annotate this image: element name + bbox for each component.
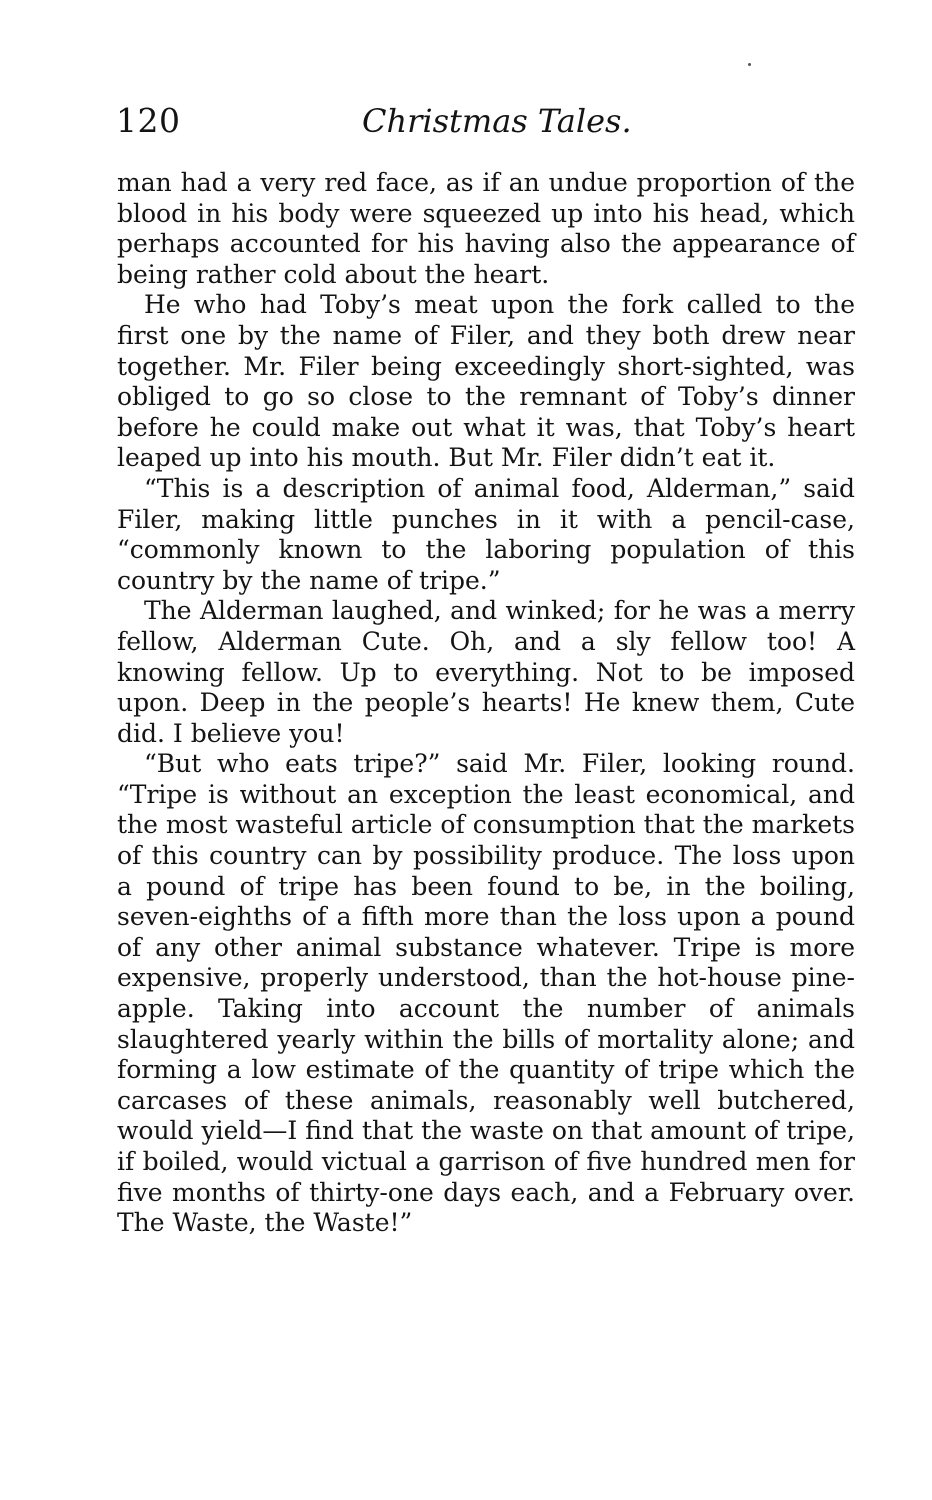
- paragraph: The Alderman laughed, and winked; for he was a merry fellow, Alderman Cute. Oh, and a sly fellow too! A knowing fellow. Up to everything. Not to be imposed upon. Deep in the people’s hearts! He knew them, Cute did. I believe you!: [117, 596, 855, 748]
- running-title: Christmas Tales.: [362, 102, 632, 140]
- paragraph: “This is a description of animal food, Alderman,” said Filer, making little punches in it with a pencil-case, “commonly known to the laboring population of this country by the name of tripe.”: [117, 473, 855, 595]
- page-header: [116, 96, 856, 146]
- paragraph: He who had Toby’s meat upon the fork called to the first one by the name of Filer, and they both drew near together. Mr. Filer being exceedingly short-sighted, was obliged to go so close to the remnant of Toby’s dinner before he could make out what it was, that Toby’s heart leaped up into his mouth. But Mr. Filer didn’t eat it.: [117, 290, 855, 473]
- ink-speck: [748, 63, 751, 66]
- paragraph: man had a very red face, as if an undue proportion of the blood in his body were squeezed up into his head, which perhaps accounted for his having also the appearance of being rather cold about the heart.: [117, 168, 855, 289]
- paragraph: “But who eats tripe?” said Mr. Filer, looking round. “Tripe is without an exception the least economical, and the most wasteful article of consumption that the markets of this country can by possibility produce. The loss upon a pound of tripe has been found to be, in the boiling, seven-eighths of a fifth more than the loss upon a pound of any other animal substance whatever. Tripe is more expensive, properly understood, than the hot-house pine-apple. Taking into account the number of animals slaughtered yearly within the bills of mortality alone; and forming a low estimate of the quantity of tripe which the carcases of these animals, reasonably well butchered, would yield—I find that the waste on that amount of tripe, if boiled, would victual a garrison of five hundred men for five months of thirty-one days each, and a February over. The Waste, the Waste!”: [117, 749, 855, 1238]
- page-number: 120: [116, 101, 181, 140]
- body-text: [117, 168, 855, 1239]
